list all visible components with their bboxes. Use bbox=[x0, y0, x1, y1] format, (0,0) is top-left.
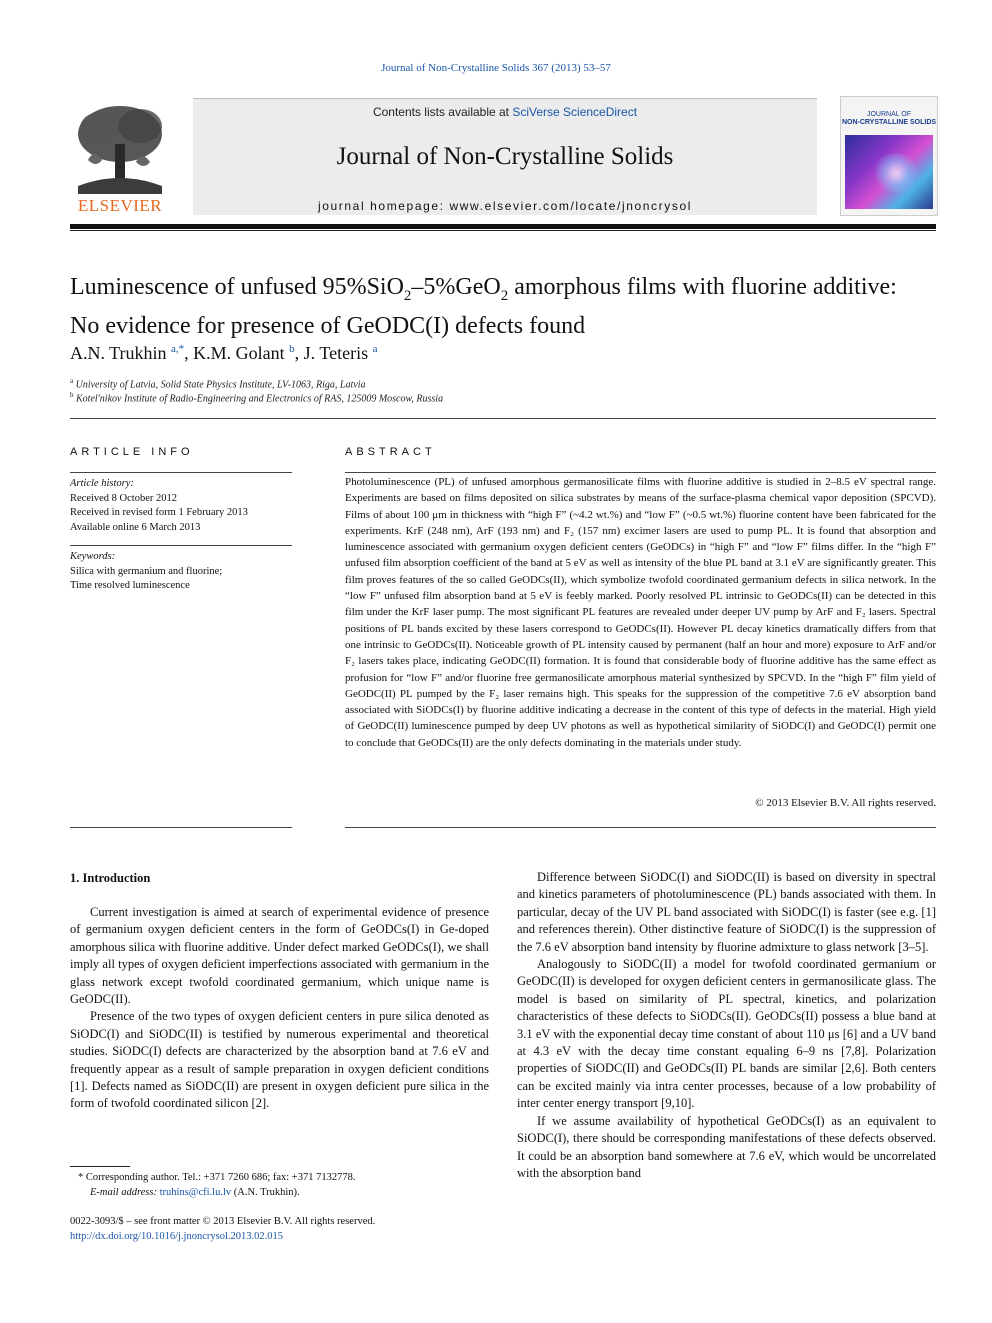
section-heading-introduction: 1. Introduction bbox=[70, 871, 151, 885]
abstract-rule bbox=[345, 472, 936, 473]
author-list: A.N. Trukhin $^{a,*}$, K.M. Golant $^b$, J. Teteris $^a$ bbox=[70, 343, 378, 363]
copyright: © 2013 Elsevier B.V. All rights reserved. bbox=[755, 797, 936, 809]
journal-cover-thumbnail[interactable] bbox=[840, 96, 938, 216]
author-affil-marker[interactable]: b bbox=[289, 343, 295, 355]
journal-header bbox=[193, 98, 817, 215]
paragraph: If we assume availability of hypothetical GeODCs(I) as an equivalent to SiODC(I), there should be corresponding manifestations of these defects observed. It could be an absorption band somewhere at 7.6 eV, which would be uncorrelated with the absorption band bbox=[517, 1113, 936, 1180]
doi-link[interactable]: http://dx.doi.org/10.1016/j.jnoncrysol.2013.02.015 bbox=[70, 1231, 284, 1242]
article-info-rule bbox=[70, 472, 292, 473]
journal-homepage[interactable]: journal homepage: www.elsevier.com/locate/jnoncrysol bbox=[317, 199, 692, 213]
paragraph: Presence of the two types of oxygen deficient centers in pure silica denoted as SiODC(I) and SiODC(II) is testified by numerous experimental and theoretical studies. SiODC(I) defects are characterized by the absorption band at 7.6 eV and frequently appear as a result of sample preparation in oxygen deficient conditions [1]. Defects named as SiODC(II) are present in oxygen deficient pure silica in the form of twofold coordinated silicon [2]. bbox=[70, 1009, 489, 1111]
journal-citation[interactable]: Journal of Non-Crystalline Solids 367 (2013) 53–57 bbox=[381, 62, 611, 74]
article-info-bottom-rule bbox=[70, 827, 292, 828]
sciencedirect-link[interactable]: SciVerse ScienceDirect bbox=[512, 105, 638, 119]
title-rule bbox=[70, 418, 936, 419]
author-affil-marker[interactable]: a,* bbox=[171, 343, 185, 355]
abstract-text: Photoluminescence (PL) of unfused amorphous germanosilicate films with fluorine additive is studied in 2–8.5 eV spectral range. Experiments are based on films deposited on silica substrates by means of the surface-plasma chemical vapor deposition (SPCVD). Films of about 100 μm in thickness with “high F” (~4.2 wt.%) and “low F” (~0.5 wt.%) fluorine content have been fabricated for the experiments. KrF (248 nm), ArF (193 nm) and F₂ (157 nm) excimer lasers are used to pump PL. It is found that absorption and luminescence associated with germanium oxygen deficient centers (GeODCs) in “high F” and “low F” films differ. In the “high F” unfused film absorption coefficient of the band at 5 eV as well as intensity of the blue PL band at 3.1 eV are significantly greater. This film proves features of the so called GeODCs(II), which symbolize twofold coordinated germanium defects in silica network. In the “low F” unfused film absorption band at 5 eV is feebly marked. Poorly resolved PL intrinsic to GeODCs(II) can be detected in this film under the KrF laser pump. The most significant PL features are revealed under deeper UV pump by ArF and F₂ lasers. Spectral positions of PL bands excited by these lasers correspond to GeODCs(II). However PL decay kinetics dramatically differs from that one intrinsic to GeODCs(II). Noticeable growth of PL intensity caused by permanent (half an hour and more) exposure to ArF and/or F₂ lasers takes place, indicating GeODC(II) formation. It is found that considerable body of fluorine additive has the same effect as profusion for “low F” and/or fluorine free germanosilicate amorphous material synthesized by SPCVD. In the “high F” film yield of GeODC(II) PL pumped by the F₂ laser remains high. This speaks for the suppression of the competitive 7.6 eV absorption band associated with SiODCs(I) by fluorine additive indicating a decrease in the content of this type of defects in the material. High yield of GeODC(II) luminescence pumped by deep UV photons as well as hypothetical similarity of SiODC(I) and GeODC(I) permit one to conclude that GeODCs(II) are the only defects dominating in the materials under study. bbox=[345, 476, 936, 749]
article-history: Article history: Received 8 October 2012 Received in revised form 1 February 2013 Available online 6 March 2013 bbox=[70, 478, 248, 533]
footnote-rule bbox=[70, 1166, 130, 1167]
author-name[interactable]: K.M. Golant bbox=[193, 343, 285, 363]
affiliation-a: $^a$ University of Latvia, Solid State Physics Institute, LV-1063, Riga, Latvia bbox=[70, 377, 366, 391]
body-right-column bbox=[517, 869, 936, 1182]
abstract-label: ABSTRACT bbox=[345, 446, 436, 458]
journal-name: Journal of Non-Crystalline Solids bbox=[336, 143, 674, 170]
elsevier-wordmark: ELSEVIER bbox=[77, 196, 163, 215]
author-email-link[interactable]: truhins@cfi.lu.lv bbox=[159, 1187, 232, 1198]
contents-prefix: Contents lists available at bbox=[372, 105, 513, 119]
issn-and-doi: 0022-3093/$ – see front matter © 2013 Elsevier B.V. All rights reserved. http://dx.doi.org/10.1016/j.jnoncrysol.2013.02.015 bbox=[70, 1214, 489, 1244]
header-rule-thin bbox=[70, 230, 936, 231]
author-affil-marker[interactable]: a bbox=[372, 343, 378, 355]
author-name[interactable]: J. Teteris bbox=[303, 343, 369, 363]
paragraph: Current investigation is aimed at search of experimental evidence of presence of germanium oxygen deficient centers in the form of GeODCs(I) in Ge-doped amorphous silica with fluorine additive. Under defect marked GeODCs(I), we shall imply all types of oxygen deficient imperfections associated with germanium in the glass network except twofold coordinated germanium, which unique name is GeODC(II). bbox=[70, 905, 489, 1007]
affiliation-b: $^b$ Kotel'nikov Institute of Radio-Engineering and Electronics of RAS, 125009 Moscow, Russia bbox=[70, 391, 444, 405]
header-rule-thick bbox=[70, 224, 936, 229]
paragraph: Difference between SiODC(I) and SiODC(II) is based on diversity in spectral and kinetics parameters of photoluminescence (PL) bands associated with them. In particular, decay of the UV PL band associated with SiODC(I) is faster (see e.g. [1] and references therein). Other distinctive feature of SiODC(I) is the suppression of the 7.6 eV absorption band intensity by fluorine admixture to glass network [3–5]. bbox=[517, 870, 936, 954]
cover-title: JOURNAL OF NON-CRYSTALLINE SOLIDS bbox=[841, 111, 937, 126]
author-name[interactable]: A.N. Trukhin bbox=[70, 343, 167, 363]
abstract-bottom-rule bbox=[345, 827, 936, 828]
article-title: Luminescence of unfused 95%SiO$_2$–5%GeO$_2$ amorphous films with fluorine additive: No evidence for presence of GeODC(I) defects found bbox=[70, 274, 897, 339]
paragraph: Analogously to SiODC(II) a model for twofold coordinated germanium or GeODC(II) is developed for oxygen deficient centers in germanosilicate glass. The model is based on similarity of PL spectral, kinetics, and polarization characteristics of these defects to SiODCs(II). GeODCs(II) possess a blue band at 3.1 eV with the exponential decay time constant of about 110 μs [6] and a UV band at 4.3 eV with the decay time constant equaling 6–9 ns [7,8]. Polarization properties of SiODC(II) and GeODCs(II) PL bands are similar [2,6]. Both centers can be excited mainly via intra center processes, because of a low probability of inter center energy transport [9,10]. bbox=[517, 957, 936, 1111]
article-info-label: ARTICLE INFO bbox=[70, 446, 194, 458]
corresponding-author-footnote: * Corresponding author. Tel.: +371 7260 686; fax: +371 7132778. E-mail address: truhins@cfi.lu.lv (A.N. Trukhin). bbox=[78, 1172, 356, 1198]
keywords: Keywords: Silica with germanium and fluorine; Time resolved luminescence bbox=[70, 551, 223, 591]
cover-artwork-highlight bbox=[871, 153, 921, 193]
body-left-column bbox=[70, 904, 489, 1113]
keywords-rule bbox=[70, 545, 292, 546]
contents-line bbox=[193, 105, 817, 119]
